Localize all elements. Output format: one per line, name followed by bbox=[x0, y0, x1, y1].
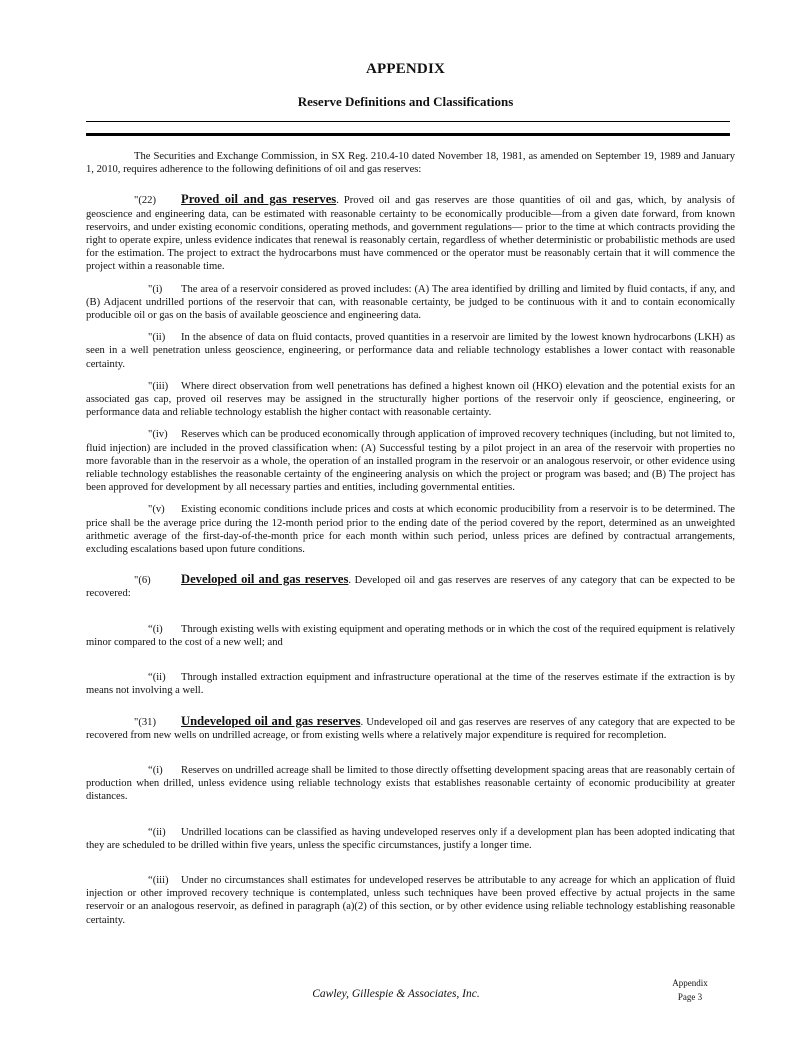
definition-item bbox=[86, 874, 735, 927]
item-text: In the absence of data on fluid contacts, proved quantities in a reservoir are limited by the lowest known hydrocarbons (LKH) as seen in a well penetration unless geoscience, engineering, or performance data and reliable technology establishes a lower contact with reasonable certainty. bbox=[86, 332, 735, 370]
definition-item bbox=[86, 503, 735, 556]
definition-item bbox=[86, 671, 735, 697]
item-number: "(iv) bbox=[148, 429, 168, 441]
item-text: Existing economic conditions include prices and costs at which economic producibility from a reservoir is to be determined. The price shall be the average price during the 12-month period prior to the ending date of the period covered by the report, determined as an unweighted arithmetic average of the first-day-of-the-month price for each month within such period, unless prices are defined by contractual arrangements, excluding escalations based upon future conditions. bbox=[86, 504, 735, 556]
item-number: “(ii) bbox=[148, 672, 166, 684]
item-text: Undrilled locations can be classified as having undeveloped reserves only if a development plan has been adopted indicating that they are scheduled to be drilled within five years, unless the specific circumstances, justify a longer time. bbox=[86, 826, 735, 851]
definition-item bbox=[86, 764, 735, 804]
item-number: "(ii) bbox=[148, 332, 166, 344]
definition-developed-reserves bbox=[86, 573, 735, 600]
definition-item bbox=[86, 623, 735, 649]
definition-number: "(6) bbox=[134, 575, 151, 587]
item-number: “(i) bbox=[148, 764, 163, 776]
item-text: Where direct observation from well penetrations has defined a highest known oil (HKO) elevation and the potential exists for an associated gas cap, proved oil reserves may be assigned in the structurally higher portions of the reservoir only if geoscience, engineering, or performance data and reliable technology establish the higher contact with reasonable certainty. bbox=[86, 380, 735, 419]
item-text: Reserves on undrilled acreage shall be limited to those directly offsetting development spacing areas that are reasonably certain of production when drilled, unless evidence using reliable technology exists that establishes reasonable certainty of economic producibility at greater distances. bbox=[86, 764, 735, 803]
definition-undeveloped-reserves bbox=[86, 715, 735, 742]
item-number: “(ii) bbox=[148, 826, 166, 838]
intro-paragraph: The Securities and Exchange Commission, in SX Reg. 210.4-10 dated November 18, 1981, as amended on September 19, 1989 and January 1, 2010, requires adherence to the following definitions of oil and gas reserves: bbox=[86, 151, 735, 176]
item-number: “(iii) bbox=[148, 874, 169, 886]
item-text: The area of a reservoir considered as proved includes: (A) The area identified by drilling and limited by fluid contacts, if any, and (B) Adjacent undrilled portions of the reservoir that can, with reasonable certainty, be judged to be continuous with it and to contain economically producible oil or gas on the basis of available geoscience and engineering data. bbox=[86, 283, 735, 322]
definition-number: "(31) bbox=[134, 716, 156, 728]
definition-text: . Proved oil and gas reserves are those quantities of oil and gas, which, by analysis of geoscience and engineering data, can be estimated with reasonable certainty to be economically producible—from a given date forward, from known reservoirs, and under existing economic conditions, operating methods, and government regulations— prior to the time at which contracts providing the right to operate expire, unless evidence indicates that renewal is reasonably certain, regardless of whether deterministic or probabilistic methods are used for the estimation. The project to extract the hydrocarbons must have commenced or the operator must be reasonably certain that it will commence the project within a reasonable time. bbox=[86, 195, 735, 273]
page-subtitle: Reserve Definitions and Classifications bbox=[297, 94, 514, 109]
item-text: Through existing wells with existing equipment and operating methods or in which the cost of the required equipment is relatively minor compared to the cost of a new well; and bbox=[86, 623, 735, 648]
footer-page-number: Page 3 bbox=[677, 992, 703, 1002]
item-number: "(i) bbox=[148, 283, 163, 295]
definition-term: Undeveloped oil and gas reserves bbox=[181, 713, 361, 728]
item-number: "(iii) bbox=[148, 380, 169, 392]
item-text: Reserves which can be produced economically through application of improved recovery techniques (including, but not limited to, fluid injection) are included in the proved classification when: (A) Successful testing by a pilot project in an area of the reservoir with properties no more favorable than in the reservoir as a whole, the operation of an installed program in the reservoir or an analogous reservoir, or other evidence using reliable technology establishes the reasonable certainty of the engineering analysis on which the project or program was based; and (B) The project has been approved for development by all necessary parties and entities, including governmental entities. bbox=[86, 429, 735, 494]
definition-item bbox=[86, 331, 735, 371]
footer-company: Cawley, Gillespie & Associates, Inc. bbox=[312, 988, 480, 1000]
page-title: APPENDIX bbox=[365, 61, 446, 77]
header-rule-thick bbox=[86, 133, 730, 136]
document-body bbox=[86, 150, 735, 927]
header-rule-thin bbox=[86, 121, 730, 122]
footer-label: Appendix bbox=[672, 978, 708, 988]
definition-item bbox=[86, 826, 735, 852]
definition-text: . Undeveloped oil and gas reserves are reserves of any category that are expected to be recovered from new wells on undrilled acreage, or from existing wells where a relatively major expenditure is required for recompletion. bbox=[86, 716, 735, 741]
definition-term: Developed oil and gas reserves bbox=[181, 572, 349, 587]
definition-term: Proved oil and gas reserves bbox=[181, 192, 337, 207]
definition-item bbox=[86, 428, 735, 494]
item-text: Under no circumstances shall estimates for undeveloped reserves be attributable to any acreage for which an application of fluid injection or other improved recovery technique is contemplated, unless such techniques have been proved effective by actual projects in the same reservoir or an analogous reservoir, as defined in paragraph (a)(2) of this section, or by other evidence using reliable technology establishing reasonable certainty. bbox=[86, 874, 735, 926]
item-number: “(i) bbox=[148, 623, 163, 635]
definition-item bbox=[86, 283, 735, 323]
item-number: "(v) bbox=[148, 504, 165, 516]
definition-text: . Developed oil and gas reserves are reserves of any category that can be expected to be recovered: bbox=[86, 575, 735, 600]
definition-proved-reserves bbox=[86, 193, 735, 273]
definition-number: "(22) bbox=[134, 195, 156, 207]
definition-item bbox=[86, 380, 735, 420]
item-text: Through installed extraction equipment and infrastructure operational at the time of the reserves estimate if the extraction is by means not involving a well. bbox=[86, 672, 735, 697]
